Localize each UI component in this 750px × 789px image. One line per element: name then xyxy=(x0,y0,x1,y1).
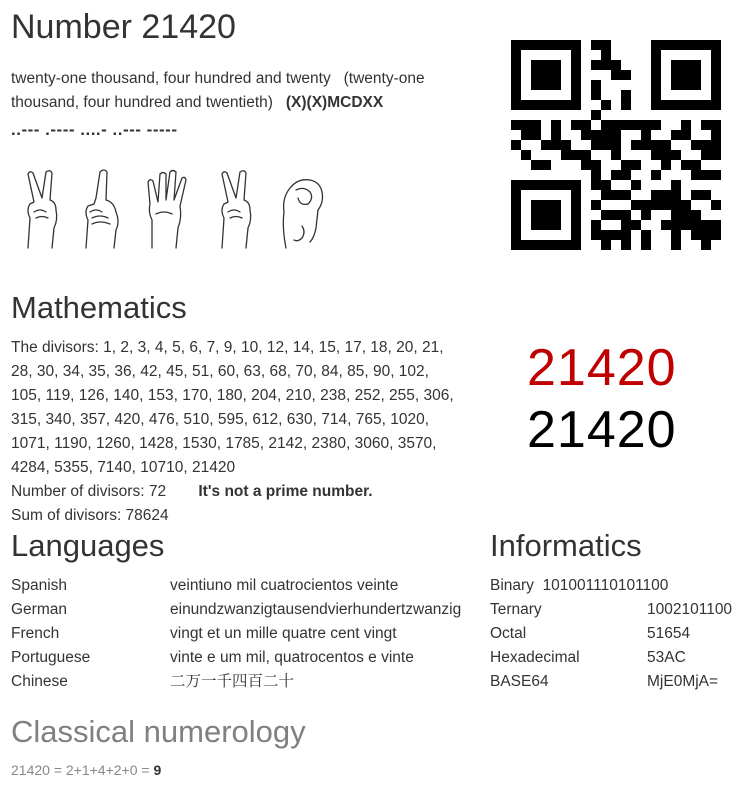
divisors-line: 4284, 5355, 7140, 10710, 21420 xyxy=(11,459,236,476)
qr-code xyxy=(511,40,721,250)
language-value: vinte e um mil, quatrocentos e vinte xyxy=(170,649,414,666)
informatics-name: Ternary xyxy=(490,601,542,618)
numerology-heading: Classical numerology xyxy=(11,714,306,749)
informatics-value: 53AC xyxy=(647,649,686,666)
mathematics-heading: Mathematics xyxy=(11,290,187,325)
language-row xyxy=(11,574,481,598)
informatics-name: Binary xyxy=(490,577,534,594)
informatics-row xyxy=(490,670,745,694)
sum-of-divisors: Sum of divisors: 78624 xyxy=(11,507,169,524)
divisors-line: 1071, 1190, 1260, 1428, 1530, 1785, 2142, 2380, 3060, 3570, xyxy=(11,435,437,452)
numerology-result: 9 xyxy=(153,762,162,778)
divisors-line: 315, 340, 357, 420, 476, 510, 595, 612, 630, 714, 765, 1020, xyxy=(11,411,430,428)
sign-language-hands-icon xyxy=(16,168,336,253)
language-name: German xyxy=(11,601,67,618)
informatics-value: 101001110101100 xyxy=(542,577,669,594)
informatics-name: Hexadecimal xyxy=(490,649,580,666)
divisors-line: 105, 119, 126, 140, 153, 170, 180, 204, 210, 238, 252, 255, 306, xyxy=(11,387,454,404)
number-display-black: 21420 xyxy=(527,401,677,459)
language-row xyxy=(11,598,481,622)
informatics-value: 51654 xyxy=(647,625,691,642)
languages-heading: Languages xyxy=(11,528,165,563)
language-value: einundzwanzigtausendvierhundertzwanzig xyxy=(170,601,462,618)
language-name: Portuguese xyxy=(11,649,91,666)
language-name: Chinese xyxy=(11,673,68,690)
language-row xyxy=(11,670,481,694)
numerology-formula-line xyxy=(11,762,161,778)
cardinal-words: twenty-one thousand, four hundred and twenty xyxy=(11,70,331,87)
roman-numeral: (X)(X)MCDXX xyxy=(285,94,384,111)
morse-code: ..--- .---- ....- ..--- ----- xyxy=(11,120,178,139)
informatics-value: 1002101100 xyxy=(647,601,733,618)
numerology-formula: 21420 = 2+1+4+2+0 = xyxy=(11,762,154,778)
language-row xyxy=(11,622,481,646)
language-name: French xyxy=(11,625,60,642)
informatics-name: BASE64 xyxy=(490,673,549,690)
informatics-heading: Informatics xyxy=(490,528,642,563)
qr-code-icon xyxy=(511,40,721,250)
language-name: Spanish xyxy=(11,577,68,594)
divisors-line: The divisors: 1, 2, 3, 4, 5, 6, 7, 9, 10, 12, 14, 15, 17, 18, 20, 21, xyxy=(11,339,444,356)
number-display-red: 21420 xyxy=(527,339,677,397)
number-in-words xyxy=(11,67,461,115)
informatics-name: Octal xyxy=(490,625,527,642)
languages-table xyxy=(11,574,481,694)
page-title: Number 21420 xyxy=(11,8,236,46)
sign-language-digits xyxy=(16,168,336,253)
ordinal-words: (twenty-one thousand, four hundred and twentieth) xyxy=(11,70,425,111)
informatics-value: MjE0MjA= xyxy=(647,673,719,690)
language-row xyxy=(11,646,481,670)
informatics-table xyxy=(490,574,745,694)
informatics-row xyxy=(490,574,668,598)
informatics-row xyxy=(490,598,745,622)
language-value: vingt et un mille quatre cent vingt xyxy=(170,625,397,642)
informatics-row xyxy=(490,622,745,646)
number-of-divisors: Number of divisors: 72 xyxy=(11,483,167,500)
prime-status: It's not a prime number. xyxy=(198,483,373,500)
divisors-line: 28, 30, 34, 35, 36, 42, 45, 51, 60, 63, 68, 70, 84, 85, 90, 102, xyxy=(11,363,429,380)
informatics-row xyxy=(490,646,745,670)
language-value: 二万一千四百二十 xyxy=(170,673,295,690)
divisor-summary xyxy=(11,480,454,504)
language-value: veintiuno mil cuatrocientos veinte xyxy=(170,577,399,594)
divisors-list xyxy=(11,336,454,528)
